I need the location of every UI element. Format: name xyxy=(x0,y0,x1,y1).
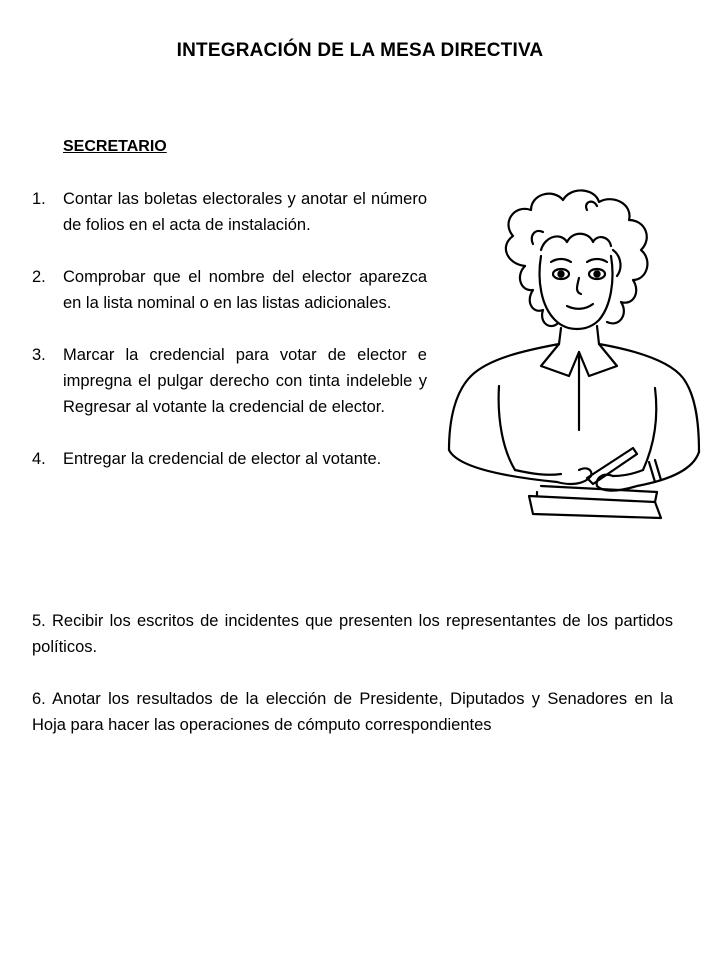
steps-list xyxy=(32,186,427,498)
step-text: Entregar la credencial de elector al votante. xyxy=(63,450,382,468)
paragraph-6: 6. Anotar los resultados de la elección de Presidente, Diputados y Senadores en la Hoja para hacer las operaciones de cómputo correspondientes xyxy=(32,690,673,734)
page-title: INTEGRACIÓN DE LA MESA DIRECTIVA xyxy=(176,40,544,61)
left-arm xyxy=(449,450,557,482)
step-text: Contar las boletas electorales y anotar el número de folios en el acta de instalación. xyxy=(63,190,427,234)
step-text: Comprobar que el nombre del elector aparezca en la lista nominal o en las listas adicionales. xyxy=(63,268,427,312)
step-number: 3. xyxy=(32,346,46,364)
right-arm xyxy=(637,452,699,486)
list-item xyxy=(32,342,427,420)
paper xyxy=(529,496,661,518)
torso xyxy=(449,344,559,450)
secretary-writing-illustration xyxy=(437,180,702,540)
step-number: 4. xyxy=(32,450,46,468)
step-number: 1. xyxy=(32,190,46,208)
list-item xyxy=(32,186,427,238)
list-item xyxy=(32,446,427,472)
section-title: SECRETARIO xyxy=(63,138,167,155)
step-number: 2. xyxy=(32,268,46,286)
step-text: Marcar la credencial para votar de elector e impregna el pulgar derecho con tinta indeleble y Regresar al votante la credencial de elector. xyxy=(63,346,427,416)
pen xyxy=(587,448,637,484)
paragraph-5: 5. Recibir los escritos de incidentes que presenten los representantes de los partidos políticos. xyxy=(32,612,673,656)
hair xyxy=(506,190,648,323)
face xyxy=(540,256,613,329)
list-item xyxy=(32,264,427,316)
